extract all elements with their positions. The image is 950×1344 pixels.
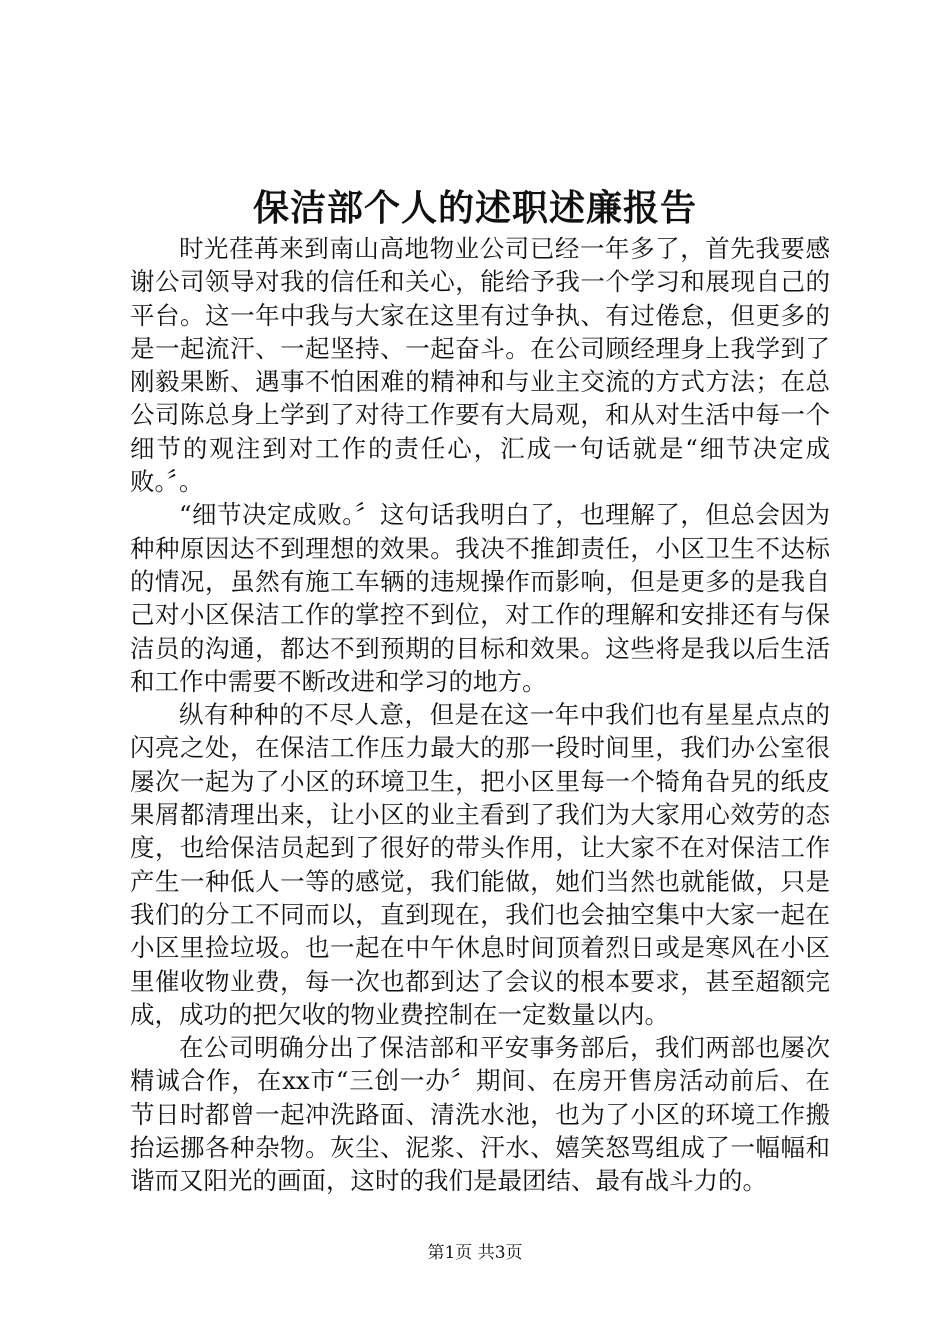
paragraph: “细节决定成败。〞这句话我明白了，也理解了，但总会因为种种原因达不到理想的效果。我决不推卸责任，小区卫生不达标的情况，虽然有施工车辆的违规操作而影响，但是更多的是我自己对小区保洁工作的掌控不到位，对工作的理解和安排还有与保洁员的沟通，都达不到预期的目标和效果。这些将是我以后生活和工作中需要不断改进和学习的地方。	[130, 500, 830, 696]
paragraph: 在公司明确分出了保洁部和平安事务部后，我们两部也屡次精诚合作，在xx市“三创一办〞期间、在房开售房活动前后、在节日时都曾一起冲洗路面、清洗水池，也为了小区的环境工作搬抬运挪各种杂物。灰尘、泥浆、汗水、嬉笑怒骂组成了一幅幅和谐而又阳光的画面，这时的我们是最团结、最有战斗力的。	[130, 1033, 830, 1196]
paragraph: 纵有种种的不尽人意，但是在这一年中我们也有星星点点的闪亮之处，在保洁工作压力最大的那一段时间里，我们办公室很屡次一起为了小区的环境卫生，把小区里每一个犄角旮旯的纸皮果屑都清理出来，让小区的业主看到了我们为大家用心效劳的态度，也给保洁员起到了很好的带头作用，让大家不在对保洁工作产生一种低人一等的感觉，我们能做，她们当然也就能做，只是我们的分工不同而以，直到现在，我们也会抽空集中大家一起在小区里捡垃圾。也一起在中午休息时间顶着烈日或是寒风在小区里催收物业费，每一次也都到达了会议的根本要求，甚至超额完成，成功的把欠收的物业费控制在一定数量以内。	[130, 700, 830, 1029]
document-title: 保洁部个人的述职述廉报告	[252, 187, 697, 229]
paragraph: 时光荏苒来到南山高地物业公司已经一年多了，首先我要感谢公司领导对我的信任和关心，能给予我一个学习和展现自己的平台。这一年中我与大家在这里有过争执、有过倦怠，但更多的是一起流汗、一起坚持、一起奋斗。在公司顾经理身上我学到了刚毅果断、遇事不怕困难的精神和与业主交流的方式方法；在总公司陈总身上学到了对待工作要有大局观，和从对生活中每一个细节的观注到对工作的责任心，汇成一句话就是“细节决定成败。〞。	[130, 234, 830, 497]
document-body	[130, 232, 830, 1198]
page-number-footer: 第1页 共3页	[427, 1243, 523, 1263]
